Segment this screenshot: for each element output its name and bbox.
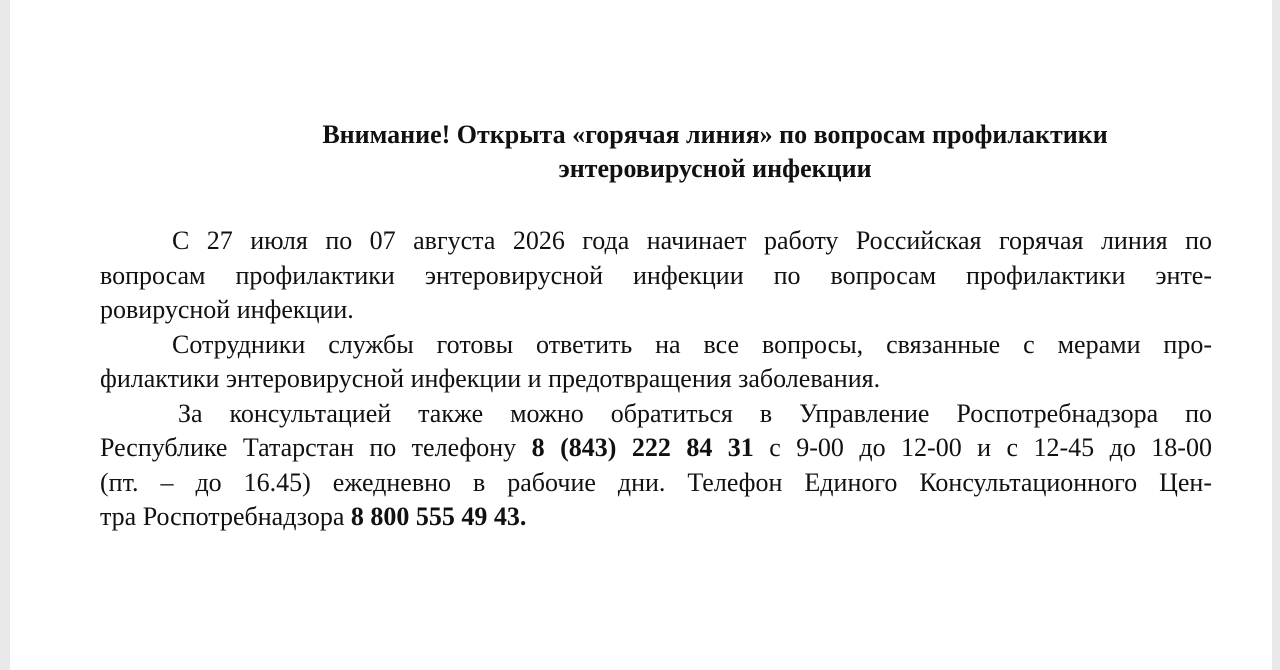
- paragraph-hotline-dates: [100, 224, 1212, 328]
- paragraph-consultation: [100, 397, 1212, 535]
- paragraph-line: Сотрудники службы готовы ответить на все вопросы, связанные с мерами про-: [172, 329, 1212, 359]
- document-page: [10, 0, 1272, 670]
- paragraph-line: За консультацией также можно обратиться в Управление Роспотребнадзора по: [178, 398, 1212, 428]
- paragraph-line: вопросам профилактики энтеровирусной инфекции по вопросам профилактики энте-: [100, 260, 1212, 290]
- paragraph-line: (пт. – до 16.45) ежедневно в рабочие дни. Телефон Единого Консультационного Цен-: [100, 467, 1212, 497]
- title-line-2: энтеровирусной инфекции: [558, 154, 872, 183]
- phone-number-federal: 8 800 555 49 43.: [350, 502, 527, 531]
- title-line-1: Внимание! Открыта «горячая линия» по вопросам профилактики: [322, 120, 1108, 149]
- text-segment: тра Роспотребнадзора: [100, 502, 351, 531]
- text-segment: Республике Татарстан по телефону: [100, 433, 532, 462]
- document-title: [260, 118, 1170, 186]
- paragraph-line: [100, 500, 1212, 535]
- text-segment: с 9-00 до 12-00 и с 12-45 до 18-00: [753, 433, 1212, 462]
- paragraph-line: [100, 431, 1212, 466]
- paragraph-line: филактики энтеровирусной инфекции и предотвращения заболевания.: [100, 364, 881, 393]
- phone-number-regional: 8 (843) 222 84 31: [531, 433, 754, 462]
- paragraph-staff-ready: [100, 328, 1212, 397]
- paragraph-line: С 27 июля по 07 августа 2026 года начинает работу Российская горячая линия по: [172, 226, 1212, 255]
- document-body: [100, 224, 1212, 535]
- paragraph-line: ровирусной инфекции.: [100, 295, 354, 324]
